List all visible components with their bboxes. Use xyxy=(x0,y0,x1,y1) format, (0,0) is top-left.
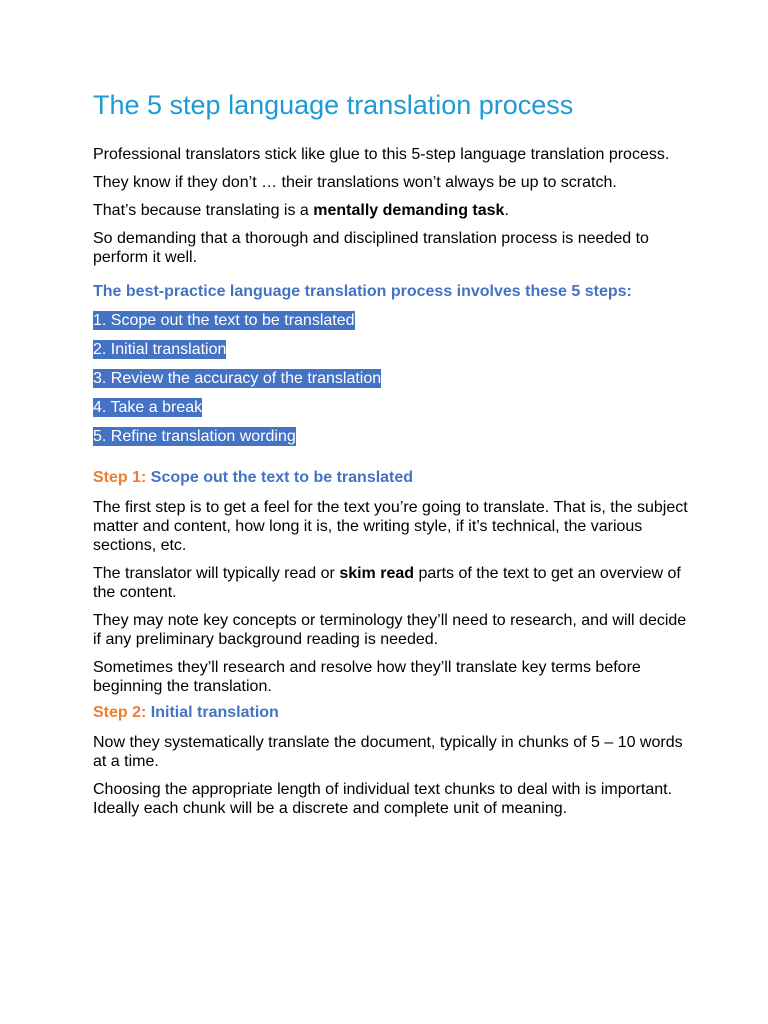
intro-paragraph-2: They know if they don’t … their translations won’t always be up to scratch. xyxy=(93,174,617,191)
steps-list-item-1-label: 1. Scope out the text to be translated xyxy=(93,312,355,329)
step-1-paragraph-1: The first step is to get a feel for the text you’re going to translate. That is, the subject matter and content, how long it is, the writing style, if it’s technical, the various sections, etc. xyxy=(93,499,688,554)
steps-list-item-5 xyxy=(93,422,693,451)
steps-list-item-4 xyxy=(93,393,693,422)
step-1-prefix: Step 1: xyxy=(93,469,147,486)
intro-paragraph-3-end: . xyxy=(504,202,509,219)
step-1-paragraph-2-text: The translator will typically read or xyxy=(93,565,340,582)
step-1-title: Scope out the text to be translated xyxy=(150,469,414,486)
intro-paragraph-4: So demanding that a thorough and disciplined translation process is needed to perform it well. xyxy=(93,230,649,266)
step-1-heading xyxy=(93,468,693,487)
intro-paragraph-1: Professional translators stick like glue to this 5-step language translation process. xyxy=(93,146,670,163)
steps-list xyxy=(93,306,693,451)
steps-list-item-4-label: 4. Take a break xyxy=(93,399,203,416)
steps-list-item-2 xyxy=(93,335,693,364)
steps-list-item-5-label: 5. Refine translation wording xyxy=(93,428,296,445)
steps-list-item-1 xyxy=(93,306,693,335)
steps-list-item-2-label: 2. Initial translation xyxy=(93,341,227,358)
steps-lead: The best-practice language translation process involves these 5 steps: xyxy=(93,283,632,300)
step-1-paragraph-4: Sometimes they’ll research and resolve how they’ll translate key terms before beginning the translation. xyxy=(93,659,641,695)
step-1-paragraph-2-end: parts of the text to get an overview of the content. xyxy=(93,565,681,601)
step-1-paragraph-3: They may note key concepts or terminology they’ll need to research, and will decide if any preliminary background reading is needed. xyxy=(93,612,687,648)
step-2-title: Initial translation xyxy=(150,704,279,721)
steps-list-item-3 xyxy=(93,364,693,393)
step-2-prefix: Step 2: xyxy=(93,704,147,721)
step-1-paragraph-2-bold: skim read xyxy=(339,565,415,582)
intro-paragraph-3-text: That’s because translating is a xyxy=(93,202,314,219)
step-2-paragraph-1: Now they systematically translate the document, typically in chunks of 5 – 10 words at a time. xyxy=(93,734,683,770)
document-content xyxy=(93,88,693,818)
intro-paragraph-3-bold: mentally demanding task xyxy=(313,202,505,219)
step-2-heading xyxy=(93,703,693,722)
steps-list-item-3-label: 3. Review the accuracy of the translation xyxy=(93,370,382,387)
step-1-paragraph-2 xyxy=(93,564,693,602)
intro-paragraph-3 xyxy=(93,201,693,220)
page-title: The 5 step language translation process xyxy=(93,90,574,120)
step-2-paragraph-2: Choosing the appropriate length of individual text chunks to deal with is important. Ideally each chunk will be a discrete and complete unit of meaning. xyxy=(93,781,673,817)
